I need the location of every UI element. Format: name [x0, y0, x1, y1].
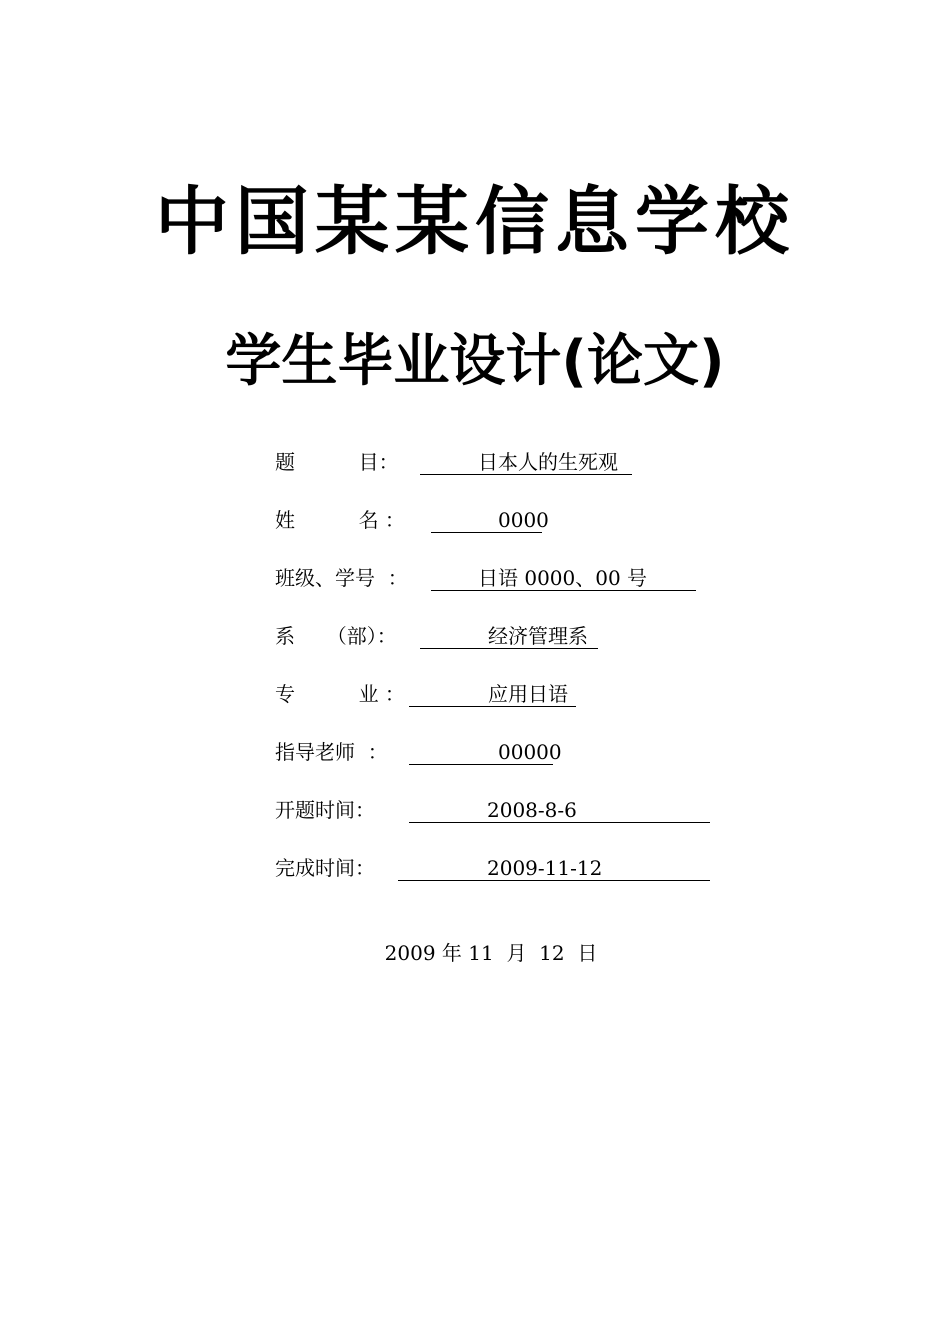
school-name: 中国某某信息学校: [155, 179, 795, 265]
field-topic: [0, 447, 950, 477]
field-name-value: 0000: [498, 508, 549, 532]
field-major: [0, 679, 950, 709]
field-major-label: 专 业 ：: [275, 682, 405, 706]
field-class-number-value: 日语 0000、00 号: [478, 566, 648, 590]
field-name-label: 姓 名 ：: [275, 508, 405, 532]
field-finish-date-value: 2009-11-12: [487, 856, 603, 880]
field-class-number-label: 班级、学号 ：: [275, 566, 408, 590]
field-department-value: 经济管理系: [488, 624, 588, 648]
field-advisor-value: 00000: [498, 740, 562, 764]
field-finish-date: [0, 853, 950, 883]
field-name: [0, 505, 950, 535]
field-advisor-label: 指导老师 ：: [275, 740, 388, 764]
field-start-date-value: 2008-8-6: [487, 798, 577, 822]
field-topic-label: 题 目：: [275, 450, 399, 474]
field-department-label: 系 （部）：: [275, 624, 397, 648]
document-title: 学生毕业设计(论文): [225, 329, 725, 394]
field-department: [0, 621, 950, 651]
field-finish-date-label: 完成时间：: [275, 856, 375, 880]
field-start-date: [0, 795, 950, 825]
field-class-number: [0, 563, 950, 593]
field-start-date-label: 开题时间：: [275, 798, 375, 822]
field-major-value: 应用日语: [488, 682, 568, 706]
field-topic-value: 日本人的生死观: [478, 450, 618, 474]
field-advisor: [0, 737, 950, 767]
footer-date: 2009 年 11 月 12 日: [384, 941, 598, 965]
